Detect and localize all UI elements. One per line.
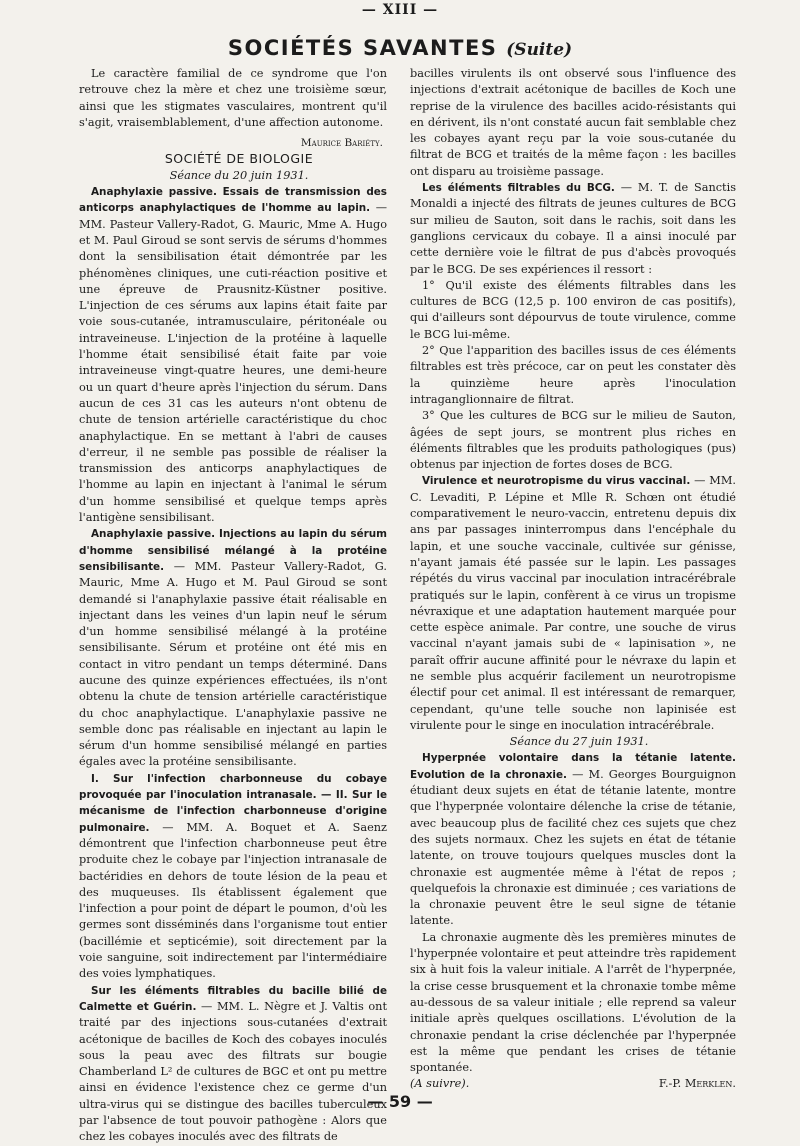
article-title: Anaphylaxie passive. Injections au lapin du sérum d'homme sensibilisé mélangé à la protéine sensibilisante.	[79, 528, 387, 573]
article-body: — M. Georges Bourguignon étudiant deux sujets en état de tétanie latente, montre que l'hyperpnée volontaire délenche la crise de tétanie, avec beaucoup plus de facilité chez ces sujets que chez des sujets normaux. Chez les sujets en état de tétanie latente, on trouve toujours quelques muscles dont la chronaxie est augmentée même à l'état de repos ; quelquefois la chronaxie est diminuée ; ces variations de la chronaxie peuvent être le seul signe de tétanie latente.	[410, 767, 736, 928]
article-body: — MM. Pasteur Vallery-Radot, G. Mauric, Mme A. Hugo et M. Paul Giroud se sont demandé si l'anaphylaxie passive était réalisable en injectant dans les veines d'un lapin neuf le sérum d'un homme sensibilisé mélangé à la protéine sensibilisante. Sérum et protéine ont été mis en contact in vitro pendant un temps déterminé. Dans aucune des quinze expériences effectuées, ils n'ont obtenu la chute de tension artérielle caractéristique du choc anaphylactique. L'anaphylaxie passive ne semble donc pas réalisable en injectant au lapin le sérum d'un homme sensibilisé mélangé en parties égales avec la protéine sensibilisante.	[79, 559, 388, 769]
article-body: — MM. L. Nègre et J. Valtis ont traité par des injections sous-cutanées d'extrait acétonique de bacilles de Koch des cobayes inoculés sous la peau avec des filtrats sur bougie Chamberland L² de cultures de BGC et ont pu mettre ainsi en évidence l'existence chez ce germe d'un ultra-virus qui se distingue des bacilles tuberculeux par l'absence de tout pouvoir pathogène : Alors que chez les cobayes inoculés avec des filtrats de	[79, 999, 387, 1144]
article-paragraph: La chronaxie augmente dès les premières minutes de l'hyperpnée volontaire et peut atteindre très rapidement six à huit fois la valeur initiale. A l'arrêt de l'hyperpnée, la crise cesse brusquement et la chronaxie tombe même au-dessous de sa valeur initiale ; elle reprend sa valeur initiale après quelques oscillations. L'évolution de la chronaxie pendant la crise déclenchée par l'hyperpnée est la même que pendant les crises de tétanie spontanée.	[410, 930, 736, 1075]
seance-date-2: Séance du 27 juin 1931.	[509, 735, 649, 749]
title-suite: (Suite)	[506, 40, 573, 60]
intro-author: Maurice Bariéty.	[300, 137, 383, 150]
a-suivre: (A suivre).	[410, 1077, 470, 1091]
section-heading: SOCIÉTÉ DE BIOLOGIE	[164, 151, 314, 167]
title-main: SOCIÉTÉS SAVANTES	[227, 36, 498, 60]
list-item: 3° Que les cultures de BCG sur le milieu de Sauton, âgées de sept jours, se montrent plus riches en éléments filtrables que les produits pathologiques (pus) obtenus par injection de fortes doses de BCG.	[410, 409, 736, 472]
article-body: — MM. A. Boquet et A. Saenz démontrent que l'infection charbonneuse peut être produite chez le cobaye par l'injection intranasale de bactéridies en dehors de toute lésion de la peau et des muqueuses. Ils établissent également que l'infection a pour point de départ le poumon, d'où les germes sont disséminés dans l'organisme tout entier (bacillémie et septicémie), soit directement par la voie sanguine, soit indirectement par l'intermédiaire des voies lymphatiques.	[79, 820, 387, 981]
article-hyperpnee	[410, 750, 736, 929]
article-title: Virulence et neurotropisme du virus vaccinal.	[422, 475, 691, 488]
page-roman-number: — XIII —	[361, 2, 439, 18]
intro-paragraph: Le caractère familial de ce syndrome que l'on retrouve chez la mère et chez une troisième sœur, ainsi que les stigmates vasculaires, montrent qu'il s'agit, vraisemblablement, d'une affection autonome.	[79, 67, 387, 129]
article-title: Hyperpnée volontaire dans la tétanie latente. Evolution de la chronaxie.	[410, 752, 736, 781]
article-title: Anaphylaxie passive. Essais de transmission des anticorps anaphylactiques de l'homme au lapin.	[79, 186, 387, 215]
article-anaphylaxie-1	[79, 184, 387, 526]
article-bcg-filtrables	[410, 180, 736, 278]
author-signature: F.-P. Merklen.	[658, 1077, 736, 1091]
article-virulence	[410, 473, 736, 734]
article-body: — M. T. de Sanctis Monaldi a injecté des filtrats de jeunes cultures de BCG sur milieu de Sauton, soit dans le rachis, soit dans les ganglions cervicaux du cobaye. Il a ainsi inoculé par cette dernière voie le filtrat de pus d'abcès provoqués par le BCG. De ses expériences il ressort :	[410, 181, 737, 276]
article-charbon	[79, 771, 387, 983]
left-column	[79, 66, 388, 1144]
article-body: — MM. C. Levaditi, P. Lépine et Mlle R. Schœn ont étudié comparativement le neuro-vaccin, entretenu depuis dix ans par passages ininterrompus dans l'encéphale du lapin, et une souche vaccinale, cultivée sur génisse, n'ayant jamais été passée sur le lapin. Les passages répétés du virus vaccinal par inoculation intracérébrale pratiqués sur le lapin, confèrent à ce virus un tropisme névraxique et une adaptation hautement marquée pour cette espèce animale. Par contre, une souche de virus vaccinal n'ayant jamais subi de « lapinisation », ne paraît offrir aucune affinité pour le névraxe du lapin et ne semble plus acquérir facilement un neurotropisme électif pour cet animal. Il est intéressant de remarquer, cependant, qu'une telle souche non lapinisée est virulente pour le singe en inoculation intracérébrale.	[410, 474, 737, 732]
article-title: Les éléments filtrables du BCG.	[422, 182, 615, 195]
article-title: I. Sur l'infection charbonneuse du cobaye provoquée par l'inoculation intranasale. — II. Sur le mécanisme de l'infection charbonneuse d'origine pulmonaire.	[79, 772, 387, 834]
right-column	[410, 66, 737, 1091]
signature-line	[410, 1076, 736, 1092]
article-bcg-elements	[79, 983, 387, 1146]
article-anaphylaxie-2	[79, 526, 387, 770]
seance-date: Séance du 20 juin 1931.	[169, 168, 309, 182]
page-title	[0, 36, 800, 60]
article-title: Sur les éléments filtrables du bacille bilié de Calmette et Guérin.	[79, 984, 387, 1013]
continued-paragraph: bacilles virulents ils ont observé sous l'influence des injections d'extrait acétonique de bacilles de Koch une reprise de la virulence des bacilles acido-résistants qui en dérivent, ils n'ont constaté aucun fait semblable chez les cobayes ayant reçu par la voie sous-cutanée du filtrat de BCG et traités de la même façon : les bacilles ont disparu au troisième passage.	[410, 67, 736, 178]
article-body: — MM. Pasteur Vallery-Radot, G. Mauric, Mme A. Hugo et M. Paul Giroud se sont servis de sérums d'hommes dont la sensibilisation était démontrée par les phénomènes cliniques, une cuti-réaction positive et une épreuve de Prausnitz-Küstner positive. L'injection de ces sérums aux lapins était faite par voie sous-cutanée, intramusculaire, péritonéale ou intraveineuse. L'injection de la protéine à laquelle l'homme était sensibilisé était faite par voie intraveineuse vingt-quatre heures, une demi-heure ou un quart d'heure après l'injection du sérum. Dans aucun de ces 31 cas les auteurs n'ont obtenu de chute de tension artérielle caractéristique du choc anaphylactique. En se mettant à l'abri de causes d'erreur, il ne semble pas possible de réaliser la transmission des anticorps anaphylactiques de l'homme au lapin en injectant à l'animal le sérum d'un homme sensibilisé et quelque temps après l'antigène sensibilisant.	[79, 201, 388, 525]
list-item: 1° Qu'il existe des éléments filtrables dans les cultures de BCG (12,5 p. 100 environ de cas positifs), qui d'ailleurs sont dépourvus de toute virulence, comme le BCG lui-même.	[410, 278, 736, 341]
list-item: 2° Que l'apparition des bacilles issus de ces éléments filtrables est très précoce, car on peut les constater dès la quinzième heure après l'inoculation intraganglionnaire de filtrat.	[410, 344, 736, 406]
page-number: — 59 —	[367, 1092, 433, 1111]
